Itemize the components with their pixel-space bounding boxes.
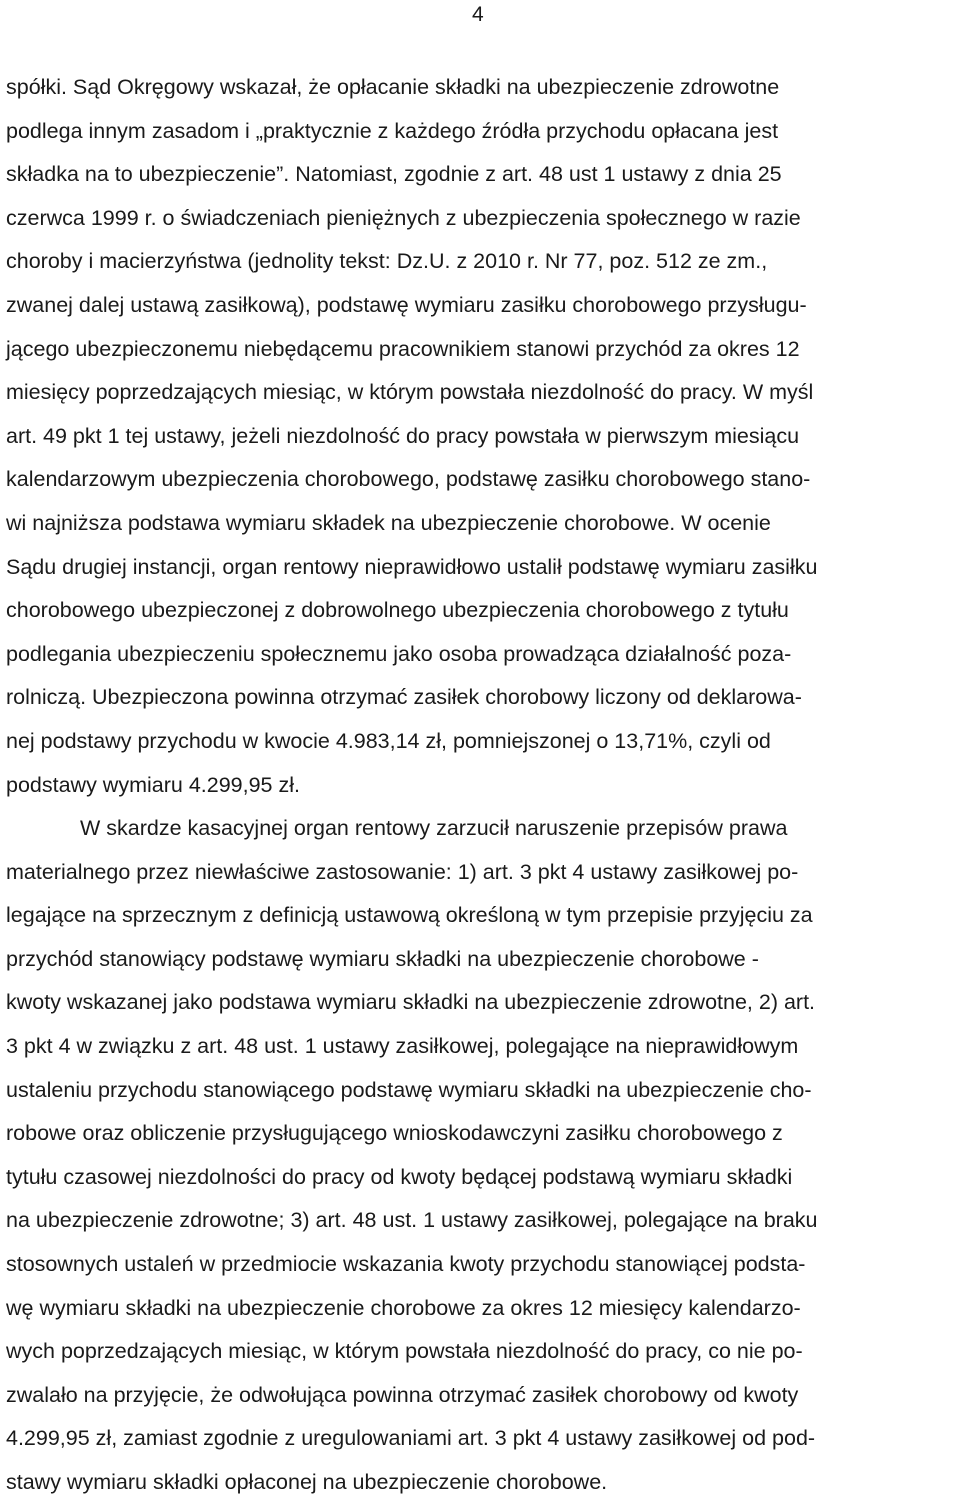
text-line: wę wymiaru składki na ubezpieczenie chorobowe za okres 12 miesięcy kalendarzo- [6, 1295, 801, 1320]
text-line: robowe oraz obliczenie przysługującego wnioskodawczyni zasiłku chorobowego z [6, 1121, 783, 1146]
text-line: W skardze kasacyjnej organ rentowy zarzucił naruszenie przepisów prawa [80, 816, 788, 841]
text-line: czerwca 1999 r. o świadczeniach pieniężnych z ubezpieczenia społecznego w razie [6, 205, 801, 230]
text-line: przychód stanowiący podstawę wymiaru składki na ubezpieczenie chorobowe - [6, 946, 759, 971]
text-line: nej podstawy przychodu w kwocie 4.983,14 zł, pomniejszonej o 13,71%, czyli od [6, 728, 771, 753]
document-body [0, 66, 960, 1505]
text-line: zwalało na przyjęcie, że odwołująca powinna otrzymać zasiłek chorobowy od kwoty [6, 1382, 799, 1407]
text-line: Sądu drugiej instancji, organ rentowy nieprawidłowo ustalił podstawę wymiaru zasiłku [6, 554, 818, 579]
text-line: podstawy wymiaru 4.299,95 zł. [6, 772, 300, 797]
text-line: kalendarzowym ubezpieczenia chorobowego, podstawę zasiłku chorobowego stano- [6, 467, 811, 492]
text-line: podlegania ubezpieczeniu społecznemu jako osoba prowadząca działalność poza- [6, 641, 792, 666]
text-line: zwanej dalej ustawą zasiłkową), podstawę wymiaru zasiłku chorobowego przysługu- [6, 292, 807, 317]
text-line: stawy wymiaru składki opłaconej na ubezpieczenie chorobowe. [6, 1470, 608, 1494]
paragraph-2 [0, 807, 960, 1505]
text-line: stosownych ustaleń w przedmiocie wskazania kwoty przychodu stanowiącej podsta- [6, 1252, 806, 1277]
text-line: chorobowego ubezpieczonej z dobrowolnego ubezpieczenia chorobowego z tytułu [6, 598, 789, 623]
text-line: art. 49 pkt 1 tej ustawy, jeżeli niezdolność do pracy powstała w pierwszym miesiącu [6, 423, 800, 448]
text-line: jącego ubezpieczonemu niebędącemu pracownikiem stanowi przychód za okres 12 [6, 336, 800, 361]
text-line: materialnego przez niewłaściwe zastosowanie: 1) art. 3 pkt 4 ustawy zasiłkowej po- [6, 859, 799, 884]
text-line: wych poprzedzających miesiąc, w którym powstała niezdolność do pracy, co nie po- [6, 1339, 803, 1364]
text-line: podlega innym zasadom i „praktycznie z każdego źródła przychodu opłacana jest [6, 118, 779, 143]
text-line: choroby i macierzyństwa (jednolity tekst: Dz.U. z 2010 r. Nr 77, poz. 512 ze zm., [6, 249, 768, 274]
page-number: 4 [472, 3, 484, 26]
text-line: kwoty wskazanej jako podstawa wymiaru składki na ubezpieczenie zdrowotne, 2) art. [6, 990, 816, 1015]
text-line: składka na to ubezpieczenie”. Natomiast, zgodnie z art. 48 ust 1 ustawy z dnia 25 [6, 162, 782, 187]
text-line: spółki. Sąd Okręgowy wskazał, że opłacanie składki na ubezpieczenie zdrowotne [6, 75, 780, 99]
text-line: miesięcy poprzedzających miesiąc, w którym powstała niezdolność do pracy. W myśl [6, 380, 814, 405]
text-line: 3 pkt 4 w związku z art. 48 ust. 1 ustawy zasiłkowej, polegające na nieprawidłowym [6, 1034, 799, 1059]
text-line: wi najniższa podstawa wymiaru składek na ubezpieczenie chorobowe. W ocenie [6, 510, 771, 535]
text-line: ustaleniu przychodu stanowiącego podstawę wymiaru składki na ubezpieczenie cho- [6, 1077, 812, 1102]
text-line: 4.299,95 zł, zamiast zgodnie z uregulowaniami art. 3 pkt 4 ustawy zasiłkowej od pod- [6, 1426, 816, 1451]
text-line: legające na sprzecznym z definicją ustawową określoną w tym przepisie przyjęciu za [6, 903, 813, 928]
paragraph-1 [0, 66, 960, 807]
text-line: na ubezpieczenie zdrowotne; 3) art. 48 ust. 1 ustawy zasiłkowej, polegające na braku [6, 1208, 818, 1233]
text-line: rolniczą. Ubezpieczona powinna otrzymać zasiłek chorobowy liczony od deklarowa- [6, 685, 802, 710]
text-line: tytułu czasowej niezdolności do pracy od kwoty będącej podstawą wymiaru składki [6, 1164, 793, 1189]
